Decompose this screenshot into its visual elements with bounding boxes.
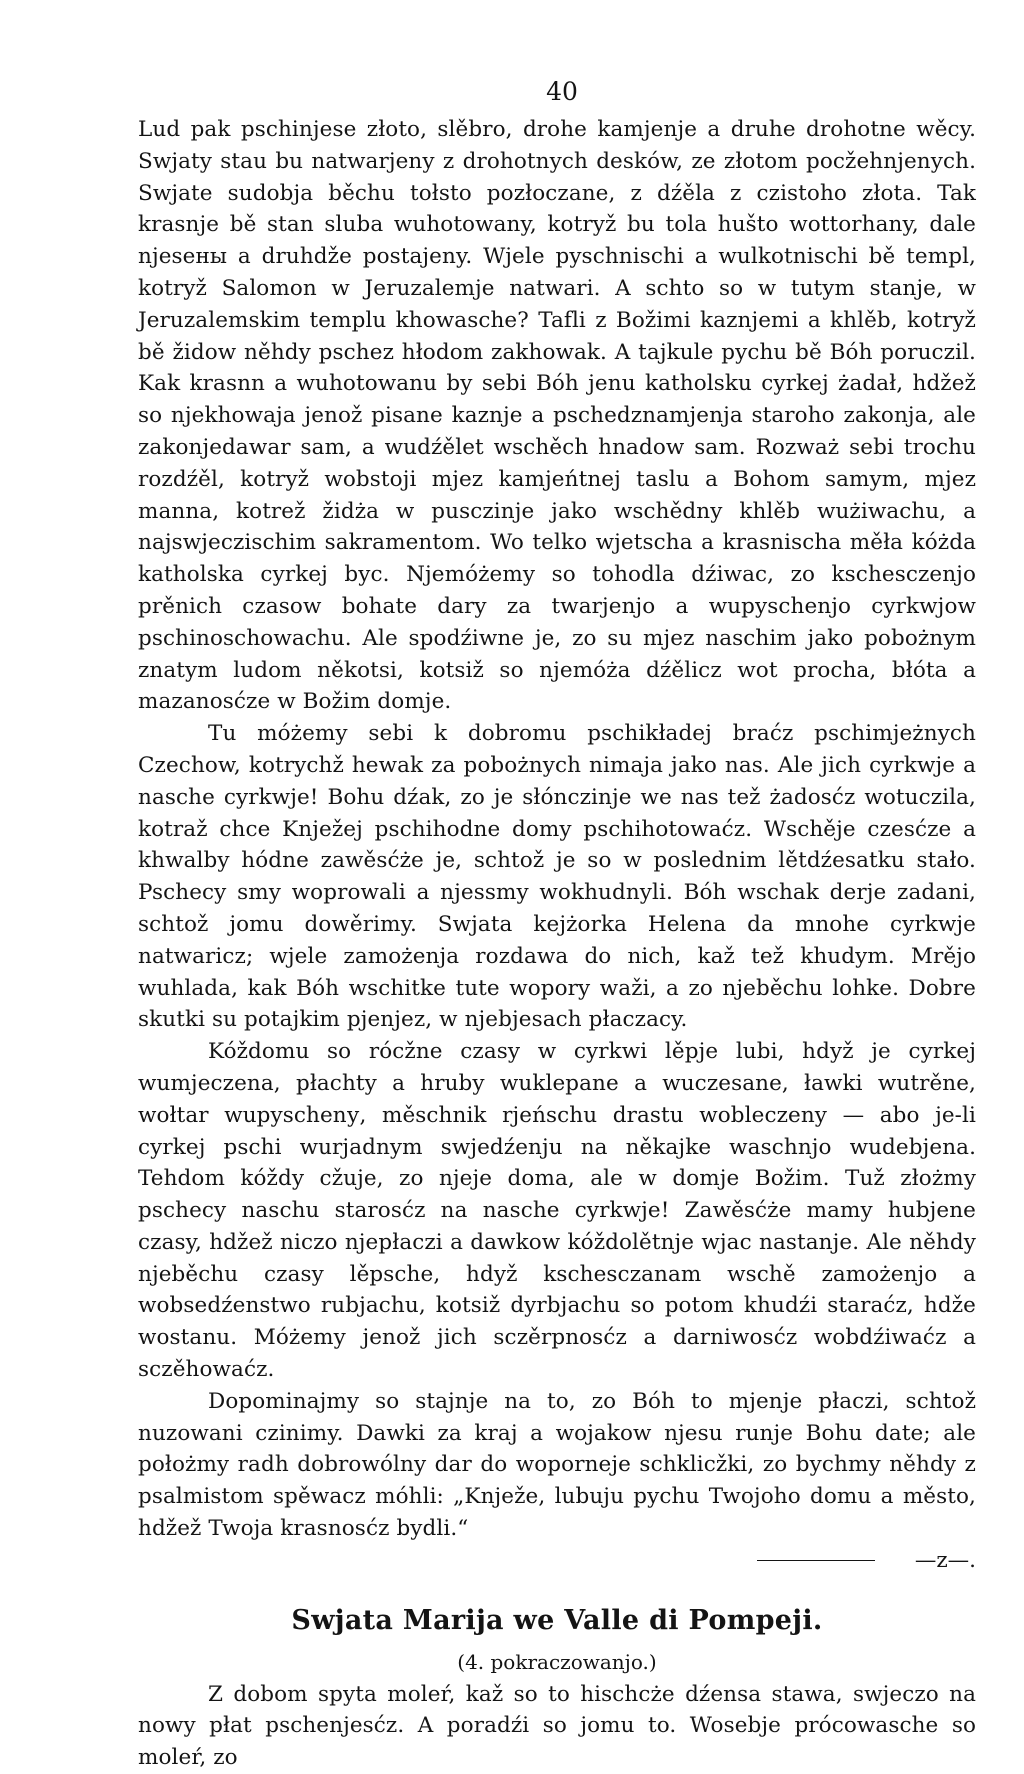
page-number: 40 [546, 77, 578, 106]
body-paragraph-4 [138, 1386, 976, 1545]
author-signature: —z—. [914, 1547, 976, 1573]
body-paragraph-4-text: Dopominajmy so stajnje na to, zo Bóh to mjenje płaczi, schtož nuzowani czinimy. Dawki za kraj a wojakow njesu runje Bohu date; ale położmy radh dobrowólny dar do woporneje schklicžki, zo bychmy něhdy z psalmistom spěwacz móhli: „Knježe, lubuju pychu Twojoho domu a město, hdžež Twoja krasnosćz bydli.“ [138, 1388, 976, 1542]
body-paragraph-3: Kóždomu so rócžne czasy w cyrkwi lěpje lubi, hdyž je cyrkej wumjeczena, płachty a hruby wuklepane a wuczesane, ławki wutrěne, wołtar wupyschenу, měschnik rjeńschu drastu woblеczeny — abo je-li cyrkej pschi wurjadnym swjedźenju na někajke waschnjo wudebjena. Tehdom kóždy cžuje, zo njeje doma, ale w domje Božim. Tuž złożmy pschecy naschu starosćz na nasche cyrkwje! Zawěsćże mamy hubjene czasy, hdžež niczo njepłaczi a dawkow kóždolětnje wjac nastanje. Ale něhdy njeběchu czasy lěpsche, hdyž kschesczanam wschě zamożenjo a wobsedźenstwo rubjachu, kotsiž dyrbjachu so potom khudźi staraćz, hdže wostanu. Móżemy jenož jich sczěrpnosćz a darniwosćz wobdźiwaćz a sczěhowaćz. [138, 1039, 976, 1383]
body-paragraph-2: Tu móżemy sebi k dobromu pschikładej braćz pschimjeżnych Czechow, kotrychž hewak za pobożnych nimaja jako nas. Ale jich cyrkwje a nasche cyrkwje! Bohu dźak, zo je słónczinje we nas tež żadosćz wotuczila, kotraž chce Knježej pschihodne domy pschihotowaćz. Wschěje czesćze a khwalby hódne zawěsćże je, schtož je so w poslednim lětdźesatku stało. Pschecy smy woprowali a njessmy wokhudnyli. Bóh wschak derje zadani, schtož jomu dowěrimy. Swjata kejżorka Helena da mnohe cyrkwje natwaricz; wjele zamożenja rozdawa do nich, kaž tež khudym. Mrějo wuhlada, kak Bóh wschitke tute wopory waži, a zo njeběchu lohke. Dobre skutki su potajkim pjenjez, w njebjesach płaczacy. [138, 721, 976, 1033]
article-subtitle: (4. pokraczowanjo.) [457, 1649, 657, 1674]
body-paragraph-1: Lud pak pschinjese złoto, slěbro, drohe kamjenje a druhe drohotne wěcy. Swjaty stau bu natwarjeny z drohotnych desków, ze złotom pocžehnjenych. Swjate sudobja běchu tołsto pozłoczane, z dźěla z czistoho złota. Tak krasnje bě stan sluba wuhotowany, kotryž bu tola hušto wottorhany, dale njesены a druhdže postajeny. Wjele pyschnischi a wulkotnischi bě templ, kotryž Salomon w Jeruzalemje natwari. A schto so w tutym stanje, w Jeruzalemskim templu khowasche? Tafli z Božimi kaznjemi a khlěb, kotryž bě židow něhdy pschez hłodom zakhowak. A tajkule pychu bě Bóh poruczil. Kak krasnn a wuhotowanu by sebi Bóh jenu katholsku cyrkej żadał, hdžež so njekhowaja jenož pisane kaznje a pschedznamjenja staroho zakonja, ale zakonjedawar sam, a wudźělet wschěch hnadow sam. Rozważ sebi trochu rozdźěl, kotryž wobstoji mjez kamjeńtnej taslu a Bohom samym, mjez manna, kotrež židża w pusczinje jako wschědny khlěb wużiwachu, a najswjeczischim sakramentom. Wo telko wjetscha a krasnischa měła kóżda katholska cyrkej byc. Njemóżemy so tohodla dźiwac, zo kschesczenjo prěnich czasow bohate dary za twarjenjo a wupyschenjo cyrkwjow pschinoschowachu. Ale spodźiwne je, zo su mjez naschim jako pobożnym znatym ludom někotsi, kotsiž so njemóża dźělicz wot procha, błóta a mazanosćze w Božim domje. [138, 117, 976, 715]
article-title: Swjata Marija we Valle di Pompeji. [291, 1604, 823, 1636]
closing-block [138, 1386, 976, 1577]
section-divider-rule [757, 1560, 875, 1561]
signature-row [138, 1545, 976, 1577]
document-page [138, 70, 976, 1774]
article-first-paragraph: Z dobom spyta moleŕ, kaž so to hischcże dźensa stawa, swjeczo na nowy płat pschenjesćz. A poradźi so jomu to. Wosebje prócowasche so moleŕ, zo [138, 1681, 976, 1771]
